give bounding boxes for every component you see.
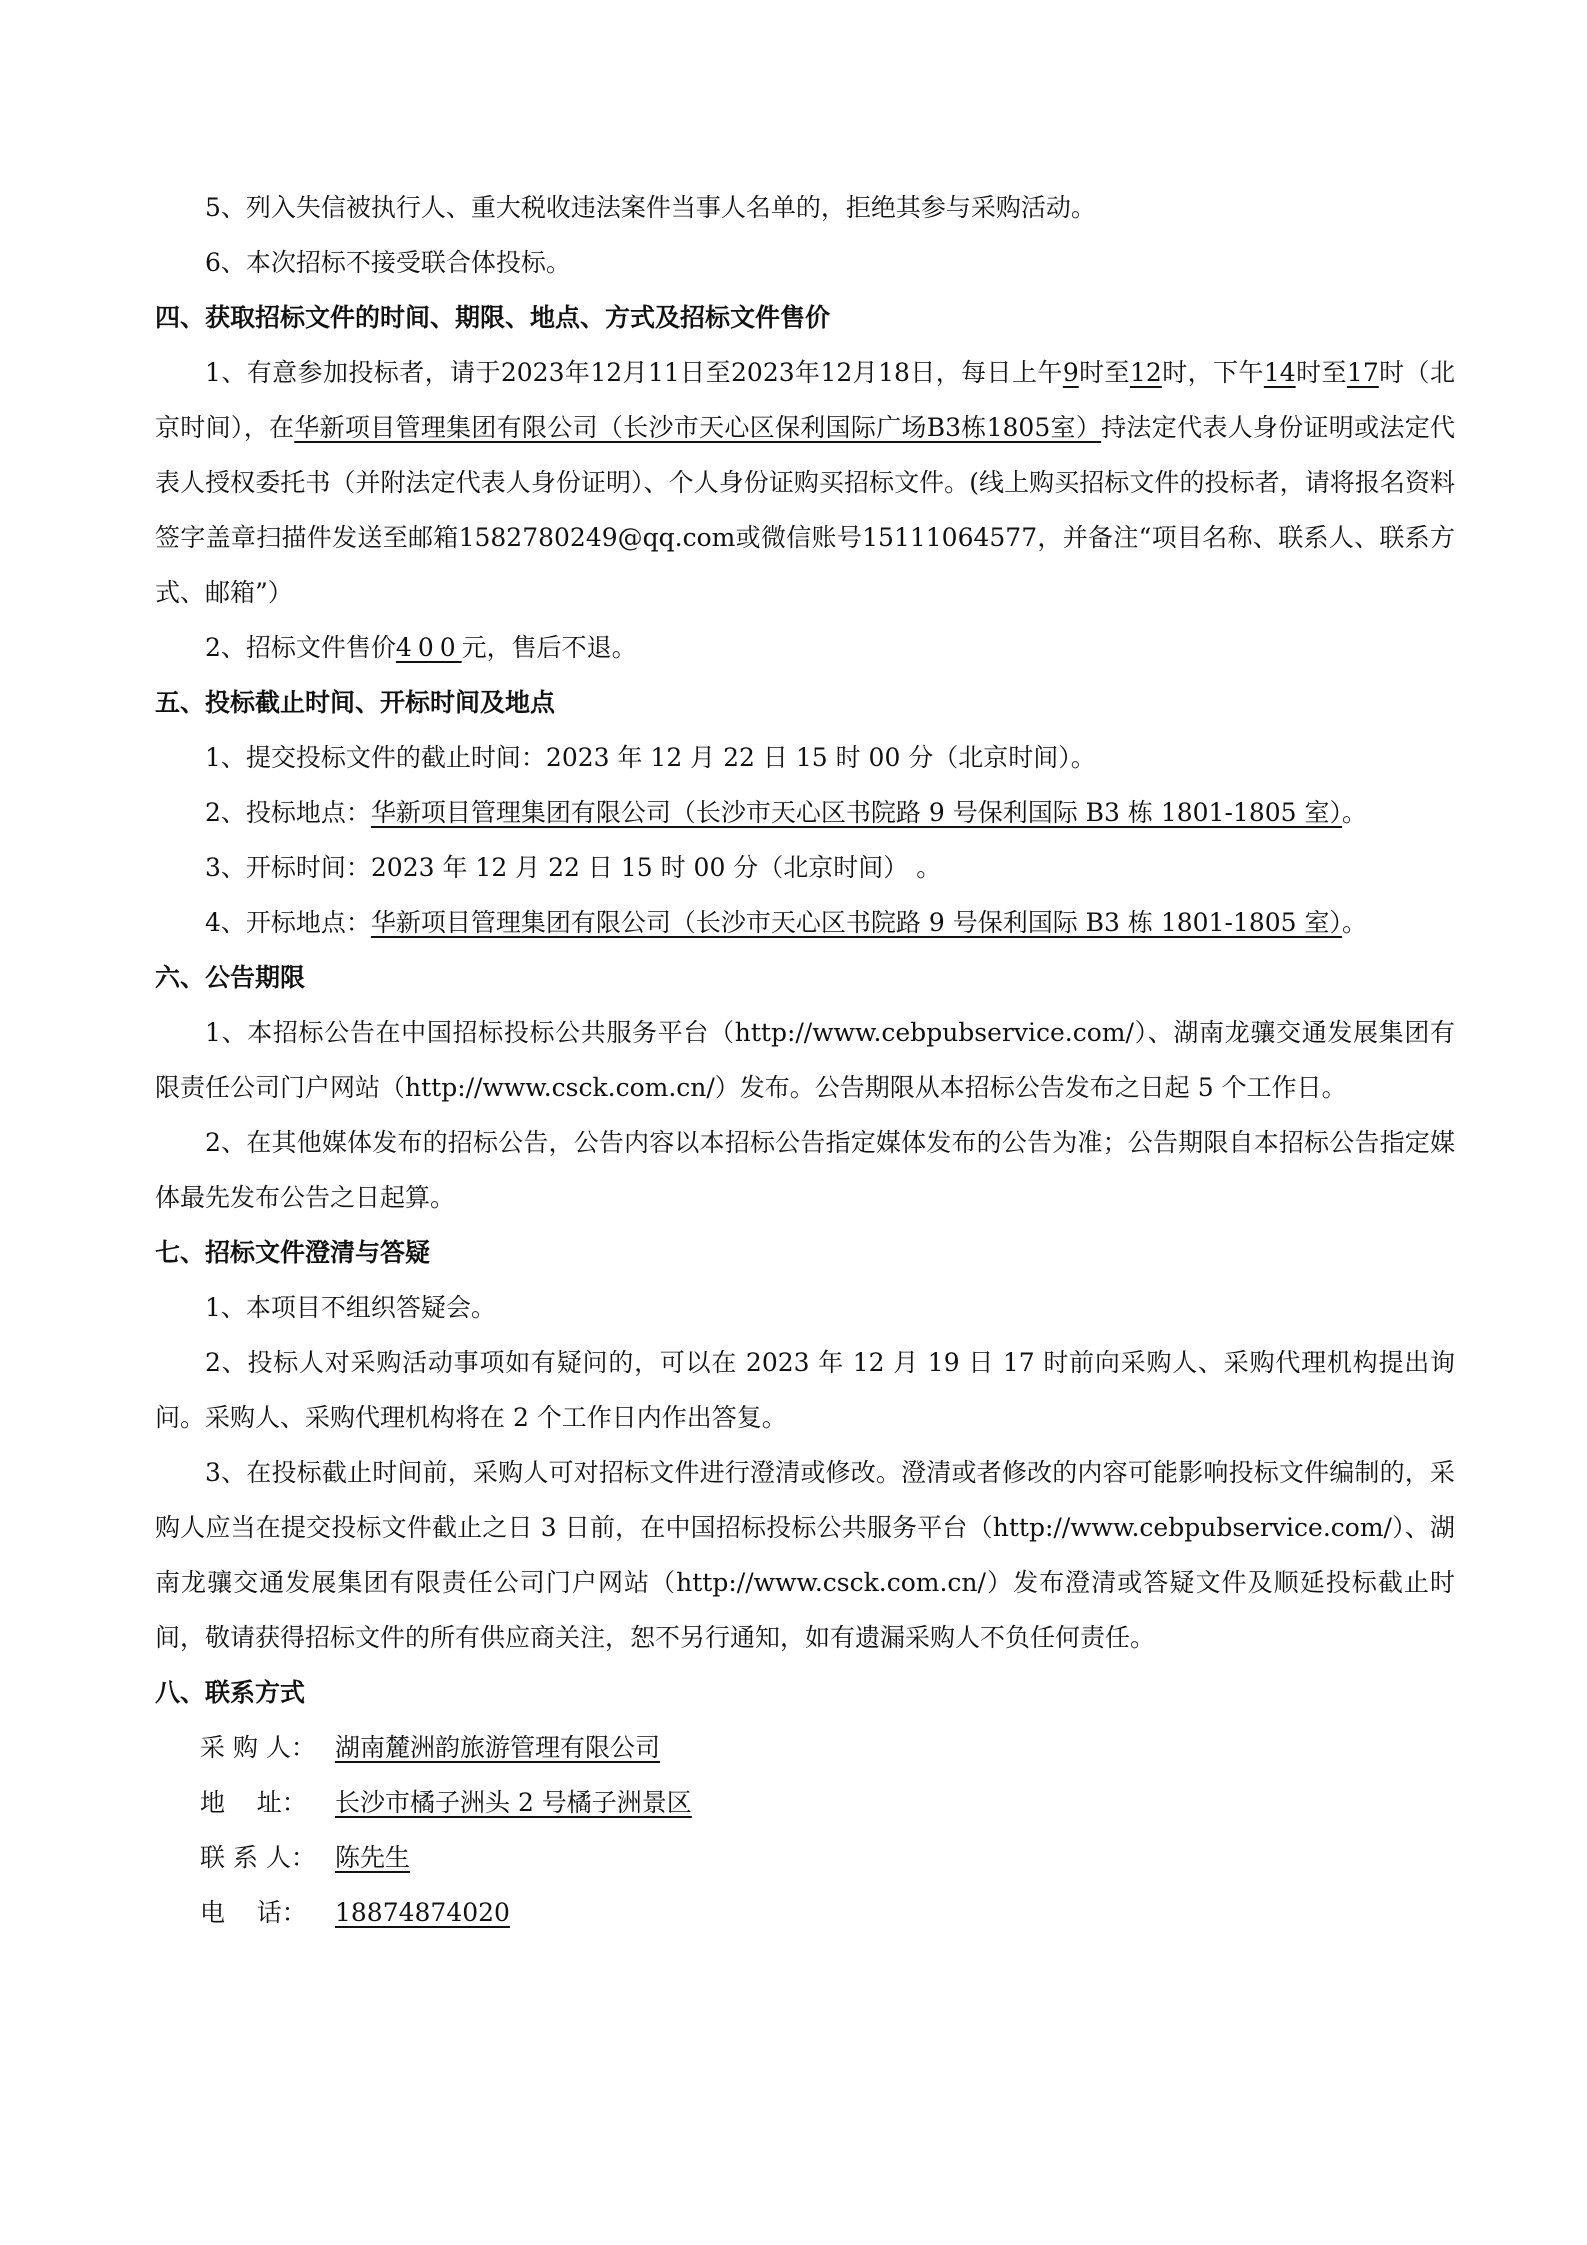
s5-item-4: 4、开标地点：华新项目管理集团有限公司（长沙市天心区书院路 9 号保利国际 B3 栋 1801-1805 室）。 [205, 908, 1367, 937]
section-7-heading: 七、招标文件澄清与答疑 [155, 1238, 431, 1267]
bid-location: 华新项目管理集团有限公司（长沙市天心区书院路 9 号保利国际 B3 栋 1801-1805 室） [370, 798, 1342, 827]
section-4-heading: 四、获取招标文件的时间、期限、地点、方式及招标文件售价 [155, 303, 831, 332]
s5-item-1: 1、提交投标文件的截止时间：2023 年 12 月 22 日 15 时 00 分（北京时间）。 [205, 743, 1096, 772]
s3-item-6: 6、本次招标不接受联合体投标。 [205, 248, 571, 277]
section-6-heading: 六、公告期限 [155, 963, 306, 992]
purchase-location: 华新项目管理集团有限公司（长沙市天心区保利国际广场B3栋1805室） [294, 413, 1102, 442]
s4-item-2: 2、招标文件售价400元，售后不退。 [205, 633, 637, 662]
s7-item-3: 3、在投标截止时间前，采购人可对招标文件进行澄清或修改。澄清或者修改的内容可能影响投标文件编制的，采购人应当在提交投标文件截止之日 3 日前，在中国招标投标公共服务平台（http://www.cebpubservice.com/）、湖南龙骧交通发展集团有限责任公司门户网站（http://www.csck.com.cn/）发布澄清或答疑文件及顺延投标截止时间，敬请获得招标文件的所有供应商关注，恕不另行通知，如有遗漏采购人不负任何责任。 [155, 1458, 1455, 1652]
s3-item-5: 5、列入失信被执行人、重大税收违法案件当事人名单的，拒绝其参与采购活动。 [205, 193, 1096, 222]
s7-item-1: 1、本项目不组织答疑会。 [205, 1293, 496, 1322]
s6-item-2: 2、在其他媒体发布的招标公告，公告内容以本招标公告指定媒体发布的公告为准；公告期限自本招标公告指定媒体最先发布公告之日起算。 [155, 1128, 1455, 1212]
section-8-heading: 八、联系方式 [155, 1678, 306, 1707]
s6-item-1: 1、本招标公告在中国招标投标公共服务平台（http://www.cebpubservice.com/）、湖南龙骧交通发展集团有限责任公司门户网站（http://www.csck.com.cn/）发布。公告期限从本招标公告发布之日起 5 个工作日。 [155, 1018, 1455, 1102]
document-price: 400 [395, 633, 462, 662]
document-page [155, 180, 1455, 1940]
s5-item-3: 3、开标时间：2023 年 12 月 22 日 15 时 00 分（北京时间） 。 [205, 853, 942, 882]
s7-item-2: 2、投标人对采购活动事项如有疑问的，可以在 2023 年 12 月 19 日 17 时前向采购人、采购代理机构提出询问。采购人、采购代理机构将在 2 个工作日内作出答复。 [155, 1348, 1455, 1432]
opening-location: 华新项目管理集团有限公司（长沙市天心区书院路 9 号保利国际 B3 栋 1801-1805 室） [370, 908, 1342, 937]
contact-phone: 电 话： 18874874020 [200, 1898, 510, 1927]
s5-item-2: 2、投标地点：华新项目管理集团有限公司（长沙市天心区书院路 9 号保利国际 B3 栋 1801-1805 室）。 [205, 798, 1367, 827]
contact-person: 联 系 人： 陈先生 [200, 1843, 411, 1872]
contact-address: 地 址： 长沙市橘子洲头 2 号橘子洲景区 [200, 1788, 692, 1817]
section-5-heading: 五、投标截止时间、开标时间及地点 [155, 688, 556, 717]
contact-purchaser: 采 购 人： 湖南麓洲韵旅游管理有限公司 [200, 1733, 661, 1762]
s4-item-1: 1、有意参加投标者，请于2023年12月11日至2023年12月18日，每日上午9时至12时，下午14时至17时（北京时间），在华新项目管理集团有限公司（长沙市天心区保利国际广场B3栋1805室）持法定代表人身份证明或法定代表人授权委托书（并附法定代表人身份证明）、个人身份证购买招标文件。(线上购买招标文件的投标者，请将报名资料签字盖章扫描件发送至邮箱1582780249@qq.com或微信账号15111064577，并备注“项目名称、联系人、联系方式、邮箱”） [155, 358, 1455, 607]
